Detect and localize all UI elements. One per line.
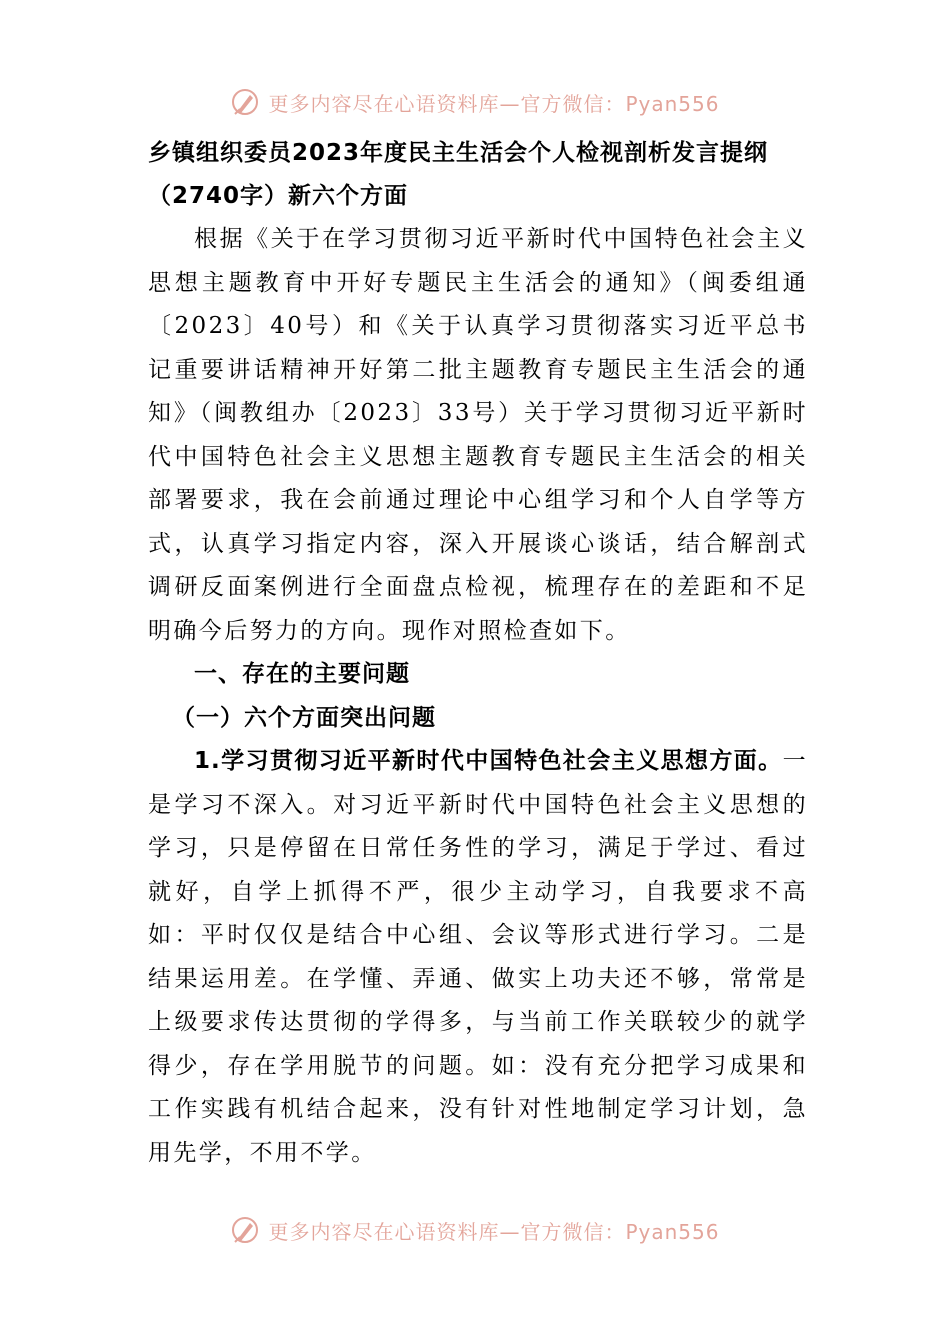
section-heading: 一、存在的主要问题 (194, 661, 410, 687)
quill-logo-icon (230, 87, 260, 117)
item-heading: 1.学习贯彻习近平新时代中国特色社会主义思想方面。 (194, 748, 783, 774)
watermark-header (0, 82, 950, 122)
document-title: 乡镇组织委员2023年度民主生活会个人检视剖析发言提纲（2740字）新六个方面 (148, 140, 769, 209)
quill-logo-icon (230, 1215, 260, 1245)
watermark-text: 更多内容尽在心语资料库—官方微信：Pyan556 (268, 1219, 720, 1244)
watermark-text: 更多内容尽在心语资料库—官方微信：Pyan556 (268, 91, 720, 116)
document-body (148, 132, 808, 1175)
item-body: 一是学习不深入。对习近平新时代中国特色社会主义思想的学习，只是停留在日常任务性的学习，满足于学过、看过就好，自学上抓得不严，很少主动学习，自我要求不高如：平时仅仅是结合中心组、会议等形式进行学习。二是结果运用差。在学懂、弄通、做实上功夫还不够，常常是上级要求传达贯彻的学得多，与当前工作关联较少的就学得少，存在学用脱节的问题。如：没有充分把学习成果和工作实践有机结合起来，没有针对性地制定学习计划，急用先学，不用不学。 (148, 748, 808, 1166)
section-subheading: （一）六个方面突出问题 (172, 704, 436, 731)
watermark-footer (0, 1210, 950, 1250)
intro-paragraph: 根据《关于在学习贯彻习近平新时代中国特色社会主义思想主题教育中开好专题民主生活会的通知》（闽委组通〔2023〕40号）和《关于认真学习贯彻落实习近平总书记重要讲话精神开好第二批主题教育专题民主生活会的通知》（闽教组办〔2023〕33号）关于学习贯彻习近平新时代中国特色社会主义思想主题教育专题民主生活会的相关部署要求，我在会前通过理论中心组学习和个人自学等方式，认真学习指定内容，深入开展谈心谈话，结合解剖式调研反面案例进行全面盘点检视，梳理存在的差距和不足明确今后努力的方向。现作对照检查如下。 (148, 226, 808, 644)
item-paragraph (148, 740, 808, 1175)
